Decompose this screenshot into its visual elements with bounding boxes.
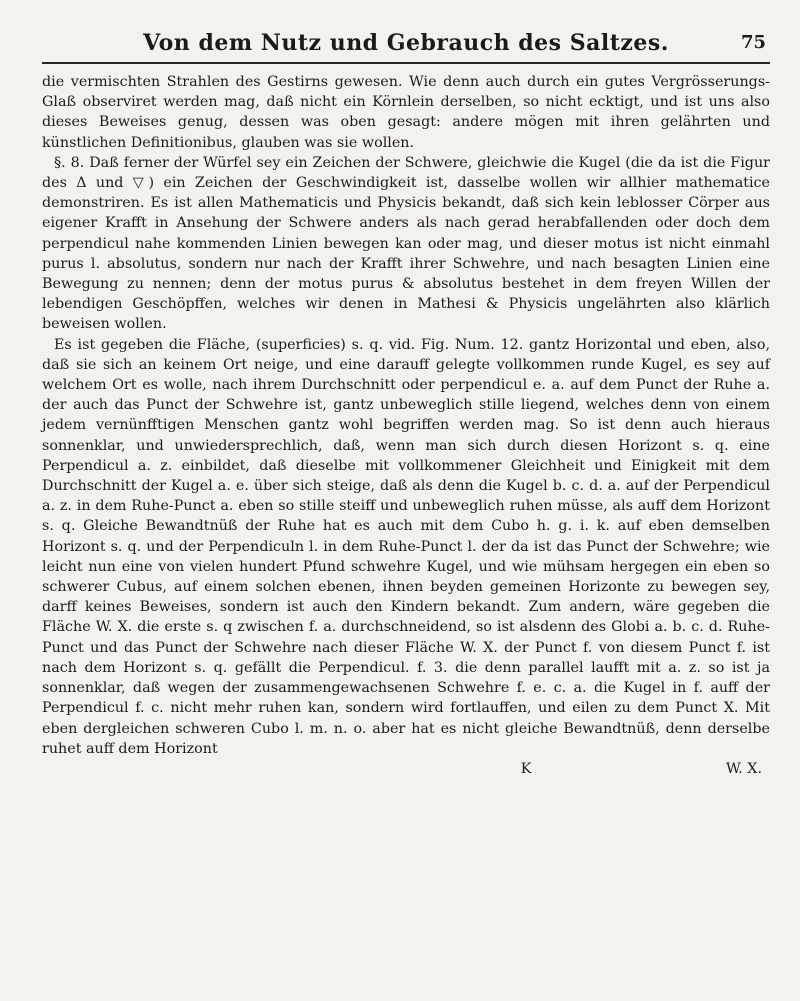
running-title: Von dem Nutz und Gebrauch des Saltzes. <box>143 30 669 56</box>
paragraph-demonstration: Es ist gegeben die Fläche, (superficies) s. q. vid. Fig. Num. 12. gantz Horizontal und eben, also, daß sie sich an keinem Ort neige, und eine darauff gelegte vollkommen runde Kugel, es sey auf welchem Ort es wolle, nach ihrem Durchschnitt oder perpendicul e. a. auf dem Punct der Ruhe a. der auch das Punct der Schwehre ist, gantz unbeweglich stille liegend, welches denn von einem jedem vernünfftigen Menschen gantz wohl begriffen werden mag. So ist denn auch hieraus sonnenklar, und unwiedersprechlich, daß, wenn man sich durch diesen Horizont s. q. eine Perpendicul a. z. einbildet, daß dieselbe mit vollkommener Gleichheit und Einigkeit mit dem Durchschnitt der Kugel a. e. über sich steige, daß als denn die Kugel b. c. d. a. auf der Perpendicul a. z. in dem Ruhe-Punct a. eben so stille steiff und unbeweglich ruhen müsse, als auff dem Horizont s. q. Gleiche Bewandtnüß der Ruhe hat es auch mit dem Cubo h. g. i. k. auf eben demselben Horizont s. q. und der Perpendiculn l. in dem Ruhe-Punct l. der da ist das Punct der Schwehre; wie leicht nun eine von vielen hundert Pfund schwehre Kugel, und wie mühsam hergegen ein eben so schwerer Cubus, auf einem solchen ebenen, ihnen beyden gemeinen Horizonte zu bewegen sey, darff keines Beweises, sondern ist auch den Kindern bekandt. Zum andern, wäre gegeben die Fläche W. X. die erste s. q zwischen f. a. durchschneidend, so ist alsdenn des Globi a. b. c. d. Ruhe-Punct und das Punct der Schwehre nach dieser Fläche W. X. der Punct f. von diesem Punct f. ist nach dem Horizont s. q. gefällt die Perpendicul. f. 3. die denn parallel laufft mit a. z. so ist ja sonnenklar, daß wegen der zusammengewachsenen Schwehre f. e. c. a. die Kugel in f. auff der Perpendicul f. c. nicht mehr ruhen kan, sondern wird fortlauffen, und eilen zu dem Punct X. Mit eben dergleichen schweren Cubo l. m. n. o. aber hat es nicht gleiche Bewandtnüß, denn derselbe ruhet auff dem Horizont <box>42 336 770 757</box>
catchword: W. X. <box>725 760 762 777</box>
page-footer <box>42 759 770 779</box>
signature-mark: K <box>520 760 532 777</box>
paragraph-section-8: §. 8. Daß ferner der Würfel sey ein Zeichen der Schwere, gleichwie die Kugel (die da ist die Figur des Δ und ▽) ein Zeichen der Geschwindigkeit ist, dasselbe wollen wir allhier mathematice demonstriren. Es ist allen Mathematicis und Physicis bekandt, daß sich kein leblosser Cörper aus eigener Krafft in Ansehung der Schwere anders als nach gerad herabfallenden oder doch dem perpendicul nahe kommenden Linien bewegen kan oder mag, und dieser motus ist nicht einmahl purus l. absolutus, sondern nur nach der Krafft ihrer Schwehre, und nach besagten Linien eine Bewegung zu nennen; denn der motus purus & absolutus bestehet in dem freyen Willen der lebendigen Geschöpffen, welches wir denen in Mathesi & Physicis ungelährten also klärlich beweisen wollen. <box>42 154 770 333</box>
page-number: 75 <box>740 32 766 53</box>
body-text <box>42 72 770 759</box>
paragraph-continuation: die vermischten Strahlen des Gestirns gewesen. Wie denn auch durch ein gutes Vergrösserungs-Glaß observiret werden mag, daß nicht ein Körnlein derselben, so nicht ecktigt, und ist uns also dieses Beweises genug, dessen was oben gesagt: andere mögen mit ihren gelährten und künstlichen Definitionibus, glauben was sie wollen. <box>42 74 770 151</box>
running-head <box>42 22 770 64</box>
